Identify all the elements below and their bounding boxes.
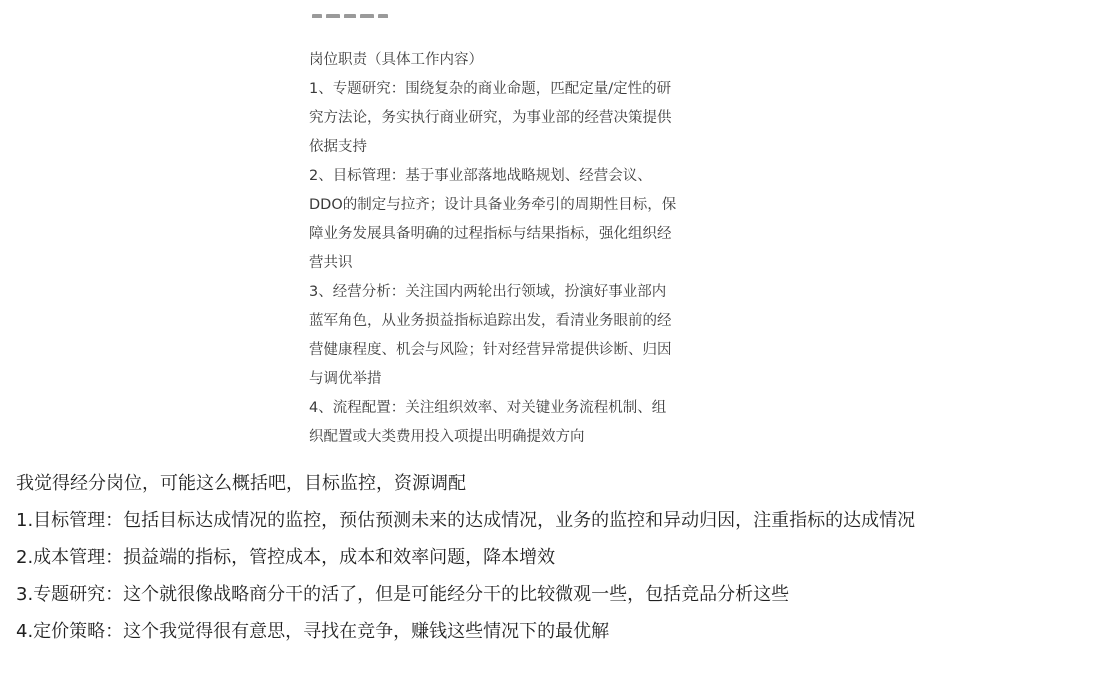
- cropped-glyph: [326, 14, 340, 18]
- excerpt-line: DDO的制定与拉齐；设计具备业务牵引的周期性目标，保: [309, 197, 677, 213]
- excerpt-line: 依据支持: [309, 139, 367, 155]
- excerpt-line: 营健康程度、机会与风险；针对经营异常提供诊断、归因: [309, 342, 672, 358]
- excerpt-line: 1、专题研究：围绕复杂的商业命题，匹配定量/定性的研: [309, 81, 672, 97]
- cropped-glyph: [360, 14, 374, 18]
- excerpt-line: 3、经营分析：关注国内两轮出行领域，扮演好事业部内: [309, 284, 667, 300]
- excerpt-line: 与调优举措: [309, 371, 382, 387]
- excerpt-line: 究方法论，务实执行商业研究，为事业部的经营决策提供: [309, 110, 672, 126]
- cropped-text-fragment: [310, 4, 400, 18]
- post-list-item: 2.成本管理：损益端的指标，管控成本，成本和效率问题，降本增效: [16, 547, 556, 568]
- excerpt-line: 障业务发展具备明确的过程指标与结果指标，强化组织经: [309, 226, 672, 242]
- cropped-glyph: [378, 14, 388, 18]
- post-list-item: 3.专题研究：这个就很像战略商分干的活了，但是可能经分干的比较微观一些，包括竞品分析这些: [16, 584, 790, 605]
- excerpt-line: 4、流程配置：关注组织效率、对关键业务流程机制、组: [309, 400, 667, 416]
- excerpt-line: 营共识: [309, 255, 353, 271]
- cropped-glyph: [312, 14, 322, 18]
- post-body: [16, 467, 1086, 652]
- post-list-item: 1.目标管理：包括目标达成情况的监控，预估预测未来的达成情况，业务的监控和异动归因，注重指标的达成情况: [16, 510, 916, 531]
- post-list-item: 4.定价策略：这个我觉得很有意思，寻找在竞争，赚钱这些情况下的最优解: [16, 621, 610, 642]
- excerpt-line: 2、目标管理：基于事业部落地战略规划、经营会议、: [309, 168, 652, 184]
- excerpt-line: 岗位职责（具体工作内容）: [309, 52, 483, 68]
- cropped-glyph: [344, 14, 356, 18]
- excerpt-line: 蓝军角色，从业务损益指标追踪出发，看清业务眼前的经: [309, 313, 672, 329]
- excerpt-line: 织配置或大类费用投入项提出明确提效方向: [309, 429, 585, 445]
- job-description-excerpt: [309, 46, 729, 452]
- post-intro: 我觉得经分岗位，可能这么概括吧，目标监控，资源调配: [16, 473, 466, 494]
